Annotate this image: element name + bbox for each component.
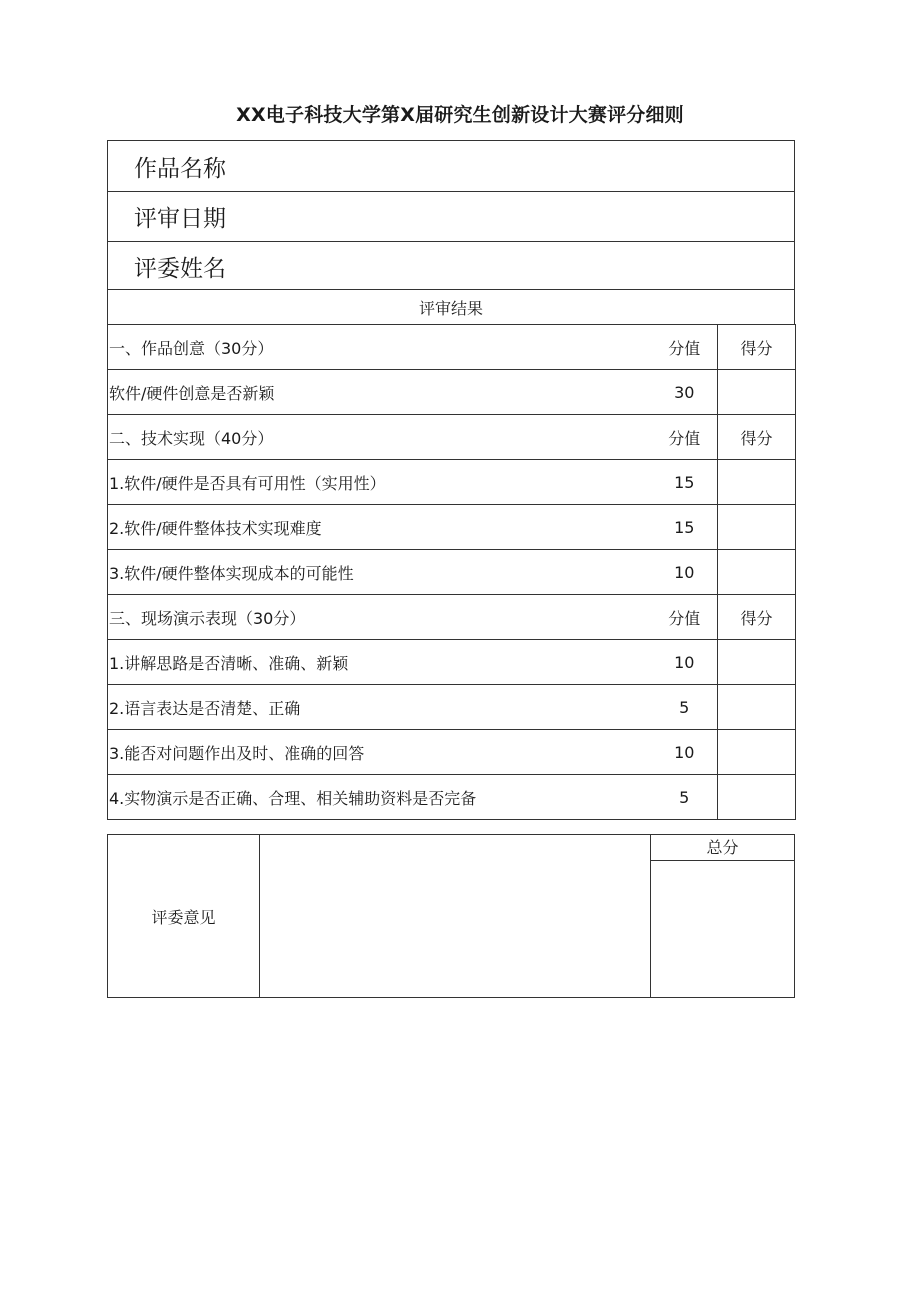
criterion-label: 1.讲解思路是否清晰、准确、新颖 xyxy=(108,640,652,685)
criterion-value: 5 xyxy=(652,685,718,730)
value-column-header: 分值 xyxy=(652,595,718,640)
table-row xyxy=(108,505,796,550)
table-row xyxy=(108,370,796,415)
score-cell[interactable] xyxy=(718,640,796,685)
footer-section xyxy=(107,834,795,998)
score-cell[interactable] xyxy=(718,685,796,730)
score-cell[interactable] xyxy=(718,550,796,595)
criterion-label: 2.软件/硬件整体技术实现难度 xyxy=(108,505,652,550)
criterion-value: 10 xyxy=(652,640,718,685)
work-name-label: 作品名称 xyxy=(134,155,226,182)
table-row xyxy=(108,640,796,685)
judge-opinion-field[interactable] xyxy=(260,835,651,997)
total-score-field[interactable] xyxy=(651,861,794,995)
criterion-label: 4.实物演示是否正确、合理、相关辅助资料是否完备 xyxy=(108,775,652,820)
judge-name-row[interactable] xyxy=(108,241,794,291)
criterion-value: 15 xyxy=(652,460,718,505)
table-row xyxy=(108,685,796,730)
score-table xyxy=(107,324,796,820)
result-heading: 评审结果 xyxy=(418,298,483,318)
document-title: XX电子科技大学第X届研究生创新设计大赛评分细则 xyxy=(236,104,684,126)
criterion-value: 5 xyxy=(652,775,718,820)
section-header-row xyxy=(108,595,796,640)
value-column-header: 分值 xyxy=(652,415,718,460)
judge-name-label: 评委姓名 xyxy=(134,256,226,282)
table-row xyxy=(108,730,796,775)
table-row xyxy=(108,550,796,595)
score-cell[interactable] xyxy=(718,370,796,415)
header-info-box xyxy=(107,140,795,290)
section-header-row xyxy=(108,325,796,370)
total-score-cell xyxy=(651,835,794,997)
total-score-label: 总分 xyxy=(651,835,794,861)
table-row xyxy=(108,775,796,820)
criterion-label: 1.软件/硬件是否具有可用性（实用性） xyxy=(108,460,652,505)
score-cell[interactable] xyxy=(718,775,796,820)
criterion-value: 30 xyxy=(652,370,718,415)
criterion-value: 15 xyxy=(652,505,718,550)
review-date-label: 评审日期 xyxy=(134,206,226,232)
judge-opinion-label: 评委意见 xyxy=(151,907,216,927)
score-cell[interactable] xyxy=(718,460,796,505)
work-name-row[interactable] xyxy=(108,141,794,191)
criterion-label: 3.能否对问题作出及时、准确的回答 xyxy=(108,730,652,775)
table-row xyxy=(108,460,796,505)
section-title: 二、技术实现（40分） xyxy=(108,415,652,460)
result-heading-row xyxy=(107,289,795,325)
section-header-row xyxy=(108,415,796,460)
section-title: 一、作品创意（30分） xyxy=(108,325,652,370)
criterion-label: 软件/硬件创意是否新颖 xyxy=(108,370,652,415)
score-column-header: 得分 xyxy=(718,325,796,370)
review-date-row[interactable] xyxy=(108,191,794,241)
judge-opinion-label-cell xyxy=(108,835,260,997)
score-cell[interactable] xyxy=(718,730,796,775)
score-cell[interactable] xyxy=(718,505,796,550)
criterion-value: 10 xyxy=(652,550,718,595)
criterion-label: 2.语言表达是否清楚、正确 xyxy=(108,685,652,730)
value-column-header: 分值 xyxy=(652,325,718,370)
criterion-label: 3.软件/硬件整体实现成本的可能性 xyxy=(108,550,652,595)
score-column-header: 得分 xyxy=(718,415,796,460)
section-title: 三、现场演示表现（30分） xyxy=(108,595,652,640)
criterion-value: 10 xyxy=(652,730,718,775)
score-column-header: 得分 xyxy=(718,595,796,640)
